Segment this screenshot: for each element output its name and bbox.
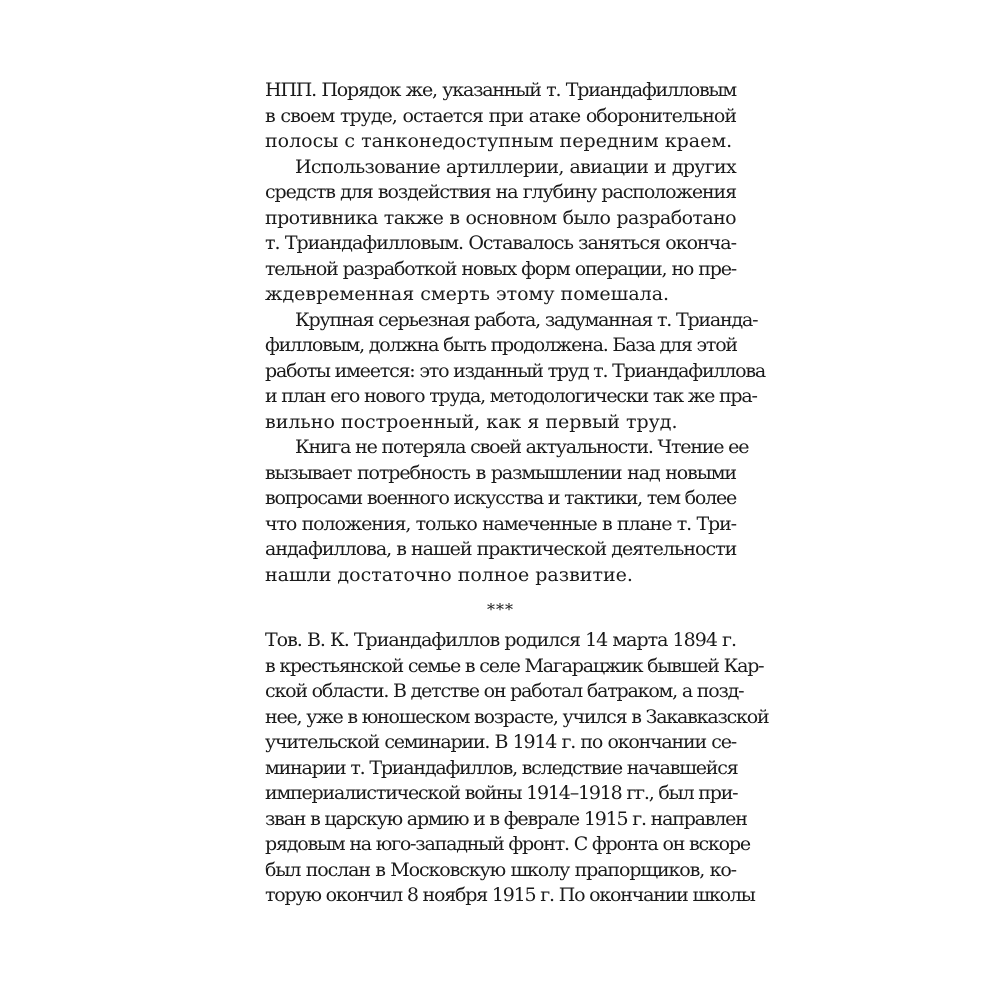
text-line: зван в царскую армию и в феврале 1915 г. направлен	[265, 807, 747, 830]
section-separator: ***	[487, 600, 514, 619]
text-line: работы имеется: это изданный труд т. Триандафиллова	[265, 359, 766, 382]
text-line: т. Триандафилловым. Оставалось заняться оконча-	[265, 232, 736, 254]
text-line: андафиллова, в нашей практической деятельности	[265, 538, 737, 560]
text-line: Книга не потеряла своей актуальности. Чтение ее	[295, 436, 749, 458]
text-line: противника также в основном было разработано	[265, 206, 736, 229]
body-text-section-2	[265, 628, 769, 909]
text-line: нашли достаточно полное развитие.	[265, 563, 633, 586]
text-line: вызывает потребность в размышлении над новыми	[265, 461, 736, 484]
text-line: торую окончил 8 ноября 1915 г. По окончании школы	[265, 884, 755, 906]
text-line: Использование артиллерии, авиации и других	[295, 155, 736, 178]
text-line: Тов. В. К. Триандафиллов родился 14 марта 1894 г.	[265, 629, 736, 651]
text-line: минарии т. Триандафиллов, вследствие начавшейся	[265, 756, 738, 779]
text-line: империалистической войны 1914–1918 гг., был при-	[265, 782, 738, 804]
text-line: рядовым на юго-западный фронт. С фронта он вскоре	[265, 833, 750, 855]
body-text-section-1	[265, 78, 766, 588]
text-line: вопросами военного искусства и тактики, тем более	[265, 487, 737, 509]
text-line: Крупная серьезная работа, задуманная т. Трианда-	[295, 308, 758, 331]
text-line: в своем труде, остается при атаке оборонительной	[265, 104, 736, 127]
text-line: ской области. В детстве он работал батраком, а позд-	[265, 680, 744, 702]
text-line: ждевременная смерть этому помешала.	[265, 283, 670, 305]
text-line: и план его нового труда, методологически так же пра-	[265, 385, 757, 407]
text-line: тельной разработкой новых форм операции, но пре-	[265, 257, 736, 280]
text-line: филловым, должна быть продолжена. База для этой	[265, 334, 737, 356]
text-line: вильно построенный, как я первый труд.	[265, 410, 678, 433]
text-line: полосы с танконедоступным передним краем.	[265, 130, 733, 152]
text-line: что положения, только намеченные в плане т. Три-	[265, 512, 736, 535]
text-line: средств для воздействия на глубину расположения	[265, 181, 736, 203]
text-line: был послан в Московскую школу прапорщиков, ко-	[265, 858, 736, 881]
text-line: учительской семинарии. В 1914 г. по окончании се-	[265, 731, 736, 753]
text-line: в крестьянской семье в селе Магарацжик бывшей Кар-	[265, 654, 764, 677]
text-line: нее, уже в юношеском возрасте, учился в Закавказской	[265, 705, 769, 728]
text-line: НПП. Порядок же, указанный т. Триандафилловым	[265, 79, 736, 101]
